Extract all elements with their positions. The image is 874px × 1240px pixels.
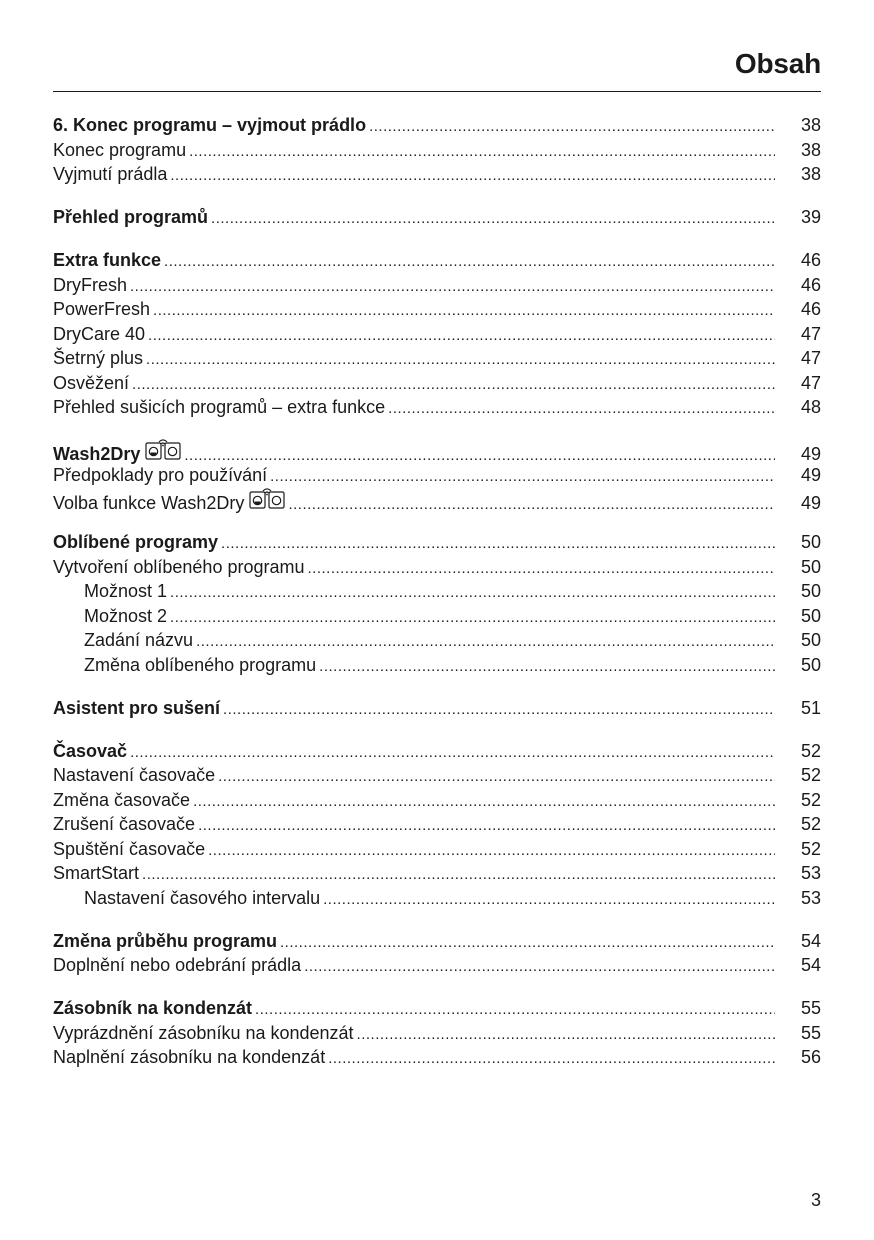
toc-entry-label: Předpoklady pro používání <box>53 464 268 485</box>
dot-leader <box>280 931 775 956</box>
toc-entry-label: Zadání názvu <box>84 630 194 650</box>
toc-entry-label: DryFresh <box>53 274 128 295</box>
toc-entry[interactable] <box>53 837 821 862</box>
toc-entry-label: Přehled programů <box>53 207 209 227</box>
toc-entry-label: Nastavení časového intervalu <box>84 887 321 908</box>
toc-entry[interactable] <box>53 346 821 371</box>
toc-entry[interactable] <box>53 273 821 298</box>
toc-section <box>53 205 821 230</box>
toc-page-number: 55 <box>800 1022 821 1043</box>
toc-page-number: 54 <box>800 955 821 975</box>
toc-page-number: 55 <box>800 998 821 1018</box>
toc-entry-label: Spuštění časovače <box>53 838 206 859</box>
toc-entry[interactable] <box>53 579 821 604</box>
toc-entry[interactable] <box>53 653 821 678</box>
dot-leader <box>288 493 775 518</box>
dot-leader <box>308 557 776 582</box>
toc-entry[interactable] <box>53 953 821 978</box>
toc-entry-label: Osvěžení <box>53 372 130 393</box>
dot-leader <box>319 655 775 680</box>
toc-entry-label: Vyjmutí prádla <box>53 164 168 184</box>
toc-entry[interactable] <box>53 487 821 512</box>
toc-page-number: 47 <box>800 323 821 344</box>
toc-section <box>53 438 821 512</box>
toc-page-number: 50 <box>800 605 821 626</box>
toc-entry-label: Přehled sušicích programů – extra funkce <box>53 397 386 417</box>
toc-entry-label: Vytvoření oblíbeného programu <box>53 556 305 577</box>
table-of-contents <box>53 113 821 1088</box>
toc-entry[interactable] <box>53 886 821 911</box>
page-title: Obsah <box>734 48 821 79</box>
toc-entry-label: Zrušení časovače <box>53 814 196 834</box>
toc-heading-entry[interactable] <box>53 696 821 721</box>
title-divider <box>53 91 821 92</box>
dot-leader <box>218 765 775 790</box>
toc-page-number: 39 <box>800 207 821 227</box>
toc-page-number: 50 <box>800 556 821 577</box>
toc-entry[interactable] <box>53 463 821 488</box>
dot-leader <box>328 1047 775 1072</box>
toc-page-number: 49 <box>800 493 821 513</box>
toc-page-number: 50 <box>800 654 821 675</box>
dot-leader <box>170 164 775 189</box>
toc-page-number: 56 <box>800 1047 821 1067</box>
toc-entry-label: Asistent pro sušení <box>53 697 221 718</box>
dot-leader <box>170 581 775 606</box>
toc-page-number: 38 <box>800 115 821 135</box>
toc-entry[interactable] <box>53 138 821 163</box>
toc-heading-entry[interactable] <box>53 996 821 1021</box>
dot-leader <box>142 863 775 888</box>
toc-heading-entry[interactable] <box>53 739 821 764</box>
dot-leader <box>198 814 775 839</box>
toc-page-number: 46 <box>800 299 821 319</box>
toc-entry-label: Vyprázdnění zásobníku na kondenzát <box>53 1022 354 1043</box>
toc-page-number: 52 <box>800 740 821 761</box>
dot-leader <box>146 348 775 373</box>
toc-heading-entry[interactable] <box>53 113 821 138</box>
toc-page-number: 50 <box>800 630 821 650</box>
toc-heading-entry[interactable] <box>53 929 821 954</box>
toc-entry[interactable] <box>53 812 821 837</box>
toc-page-number: 46 <box>800 250 821 270</box>
toc-entry[interactable] <box>53 395 821 420</box>
dot-leader <box>223 698 775 723</box>
dot-leader <box>130 275 775 300</box>
dot-leader <box>130 741 775 766</box>
toc-heading-entry[interactable] <box>53 205 821 230</box>
dot-leader <box>148 324 775 349</box>
dot-leader <box>211 207 775 232</box>
toc-entry[interactable] <box>53 1021 821 1046</box>
toc-entry-label: DryCare 40 <box>53 323 146 344</box>
toc-entry-label: Oblíbené programy <box>53 532 219 552</box>
toc-entry[interactable] <box>53 604 821 629</box>
dot-leader <box>170 606 775 631</box>
toc-page-number: 53 <box>800 863 821 883</box>
toc-heading-entry[interactable] <box>53 438 821 463</box>
dot-leader <box>369 115 775 140</box>
toc-page-number: 52 <box>800 838 821 859</box>
toc-page-number: 51 <box>800 697 821 718</box>
dot-leader <box>304 955 775 980</box>
toc-page-number: 50 <box>800 532 821 552</box>
dot-leader <box>221 532 775 557</box>
toc-page-number: 49 <box>800 464 821 485</box>
dot-leader <box>270 465 775 490</box>
dot-leader <box>388 397 775 422</box>
toc-section <box>53 996 821 1070</box>
toc-page-number: 38 <box>800 164 821 184</box>
toc-entry-label: Možnost 2 <box>84 605 168 626</box>
dot-leader <box>208 839 775 864</box>
toc-entry-label: SmartStart <box>53 863 140 883</box>
toc-page-number: 38 <box>800 139 821 160</box>
toc-page-number: 46 <box>800 274 821 295</box>
toc-entry[interactable] <box>53 162 821 187</box>
toc-entry-label: Změna oblíbeného programu <box>84 654 317 675</box>
toc-entry-label: Nastavení časovače <box>53 765 216 785</box>
toc-section <box>53 696 821 721</box>
toc-entry[interactable] <box>53 322 821 347</box>
toc-entry[interactable] <box>53 1045 821 1070</box>
toc-entry-label: Šetrný plus <box>53 348 144 368</box>
toc-entry[interactable] <box>53 788 821 813</box>
dot-leader <box>255 998 775 1023</box>
toc-page-number: 54 <box>800 930 821 951</box>
toc-entry-label: 6. Konec programu – vyjmout prádlo <box>53 115 367 135</box>
toc-section <box>53 929 821 978</box>
dot-leader <box>164 250 775 275</box>
toc-entry[interactable] <box>53 763 821 788</box>
toc-page-number: 50 <box>800 581 821 601</box>
toc-section <box>53 739 821 911</box>
toc-entry-label: Extra funkce <box>53 250 162 270</box>
toc-entry[interactable] <box>53 371 821 396</box>
toc-entry-label: Zásobník na kondenzát <box>53 998 253 1018</box>
dot-leader <box>323 888 775 913</box>
toc-entry[interactable] <box>53 555 821 580</box>
toc-page-number: 49 <box>800 444 821 464</box>
toc-entry-label: Doplnění nebo odebrání prádla <box>53 955 302 975</box>
toc-entry[interactable] <box>53 628 821 653</box>
dot-leader <box>357 1023 775 1048</box>
toc-heading-entry[interactable] <box>53 248 821 273</box>
dot-leader <box>153 299 775 324</box>
toc-heading-entry[interactable] <box>53 530 821 555</box>
toc-entry-label: Volba funkce Wash2Dry <box>53 493 245 513</box>
dot-leader <box>196 630 775 655</box>
toc-entry-label: Časovač <box>53 740 128 761</box>
toc-page-number: 47 <box>800 348 821 368</box>
toc-page-number: 53 <box>800 887 821 908</box>
toc-entry-label: Konec programu <box>53 139 187 160</box>
toc-section <box>53 248 821 420</box>
toc-entry-label: Wash2Dry <box>53 444 141 464</box>
toc-entry[interactable] <box>53 861 821 886</box>
wash2dry-icon <box>249 487 285 516</box>
page-number: 3 <box>810 1190 821 1210</box>
toc-entry-label: Možnost 1 <box>84 581 168 601</box>
dot-leader <box>193 790 775 815</box>
toc-page-number: 47 <box>800 372 821 393</box>
toc-page-number: 52 <box>800 814 821 834</box>
toc-page-number: 52 <box>800 789 821 810</box>
dot-leader <box>132 373 775 398</box>
toc-entry[interactable] <box>53 297 821 322</box>
toc-section <box>53 530 821 677</box>
toc-entry-label: Změna časovače <box>53 789 191 810</box>
toc-entry-label: Změna průběhu programu <box>53 930 278 951</box>
toc-page-number: 52 <box>800 765 821 785</box>
toc-entry-label: PowerFresh <box>53 299 151 319</box>
toc-page-number: 48 <box>800 397 821 417</box>
toc-entry-label: Naplnění zásobníku na kondenzát <box>53 1047 326 1067</box>
dot-leader <box>189 140 775 165</box>
toc-section <box>53 113 821 187</box>
